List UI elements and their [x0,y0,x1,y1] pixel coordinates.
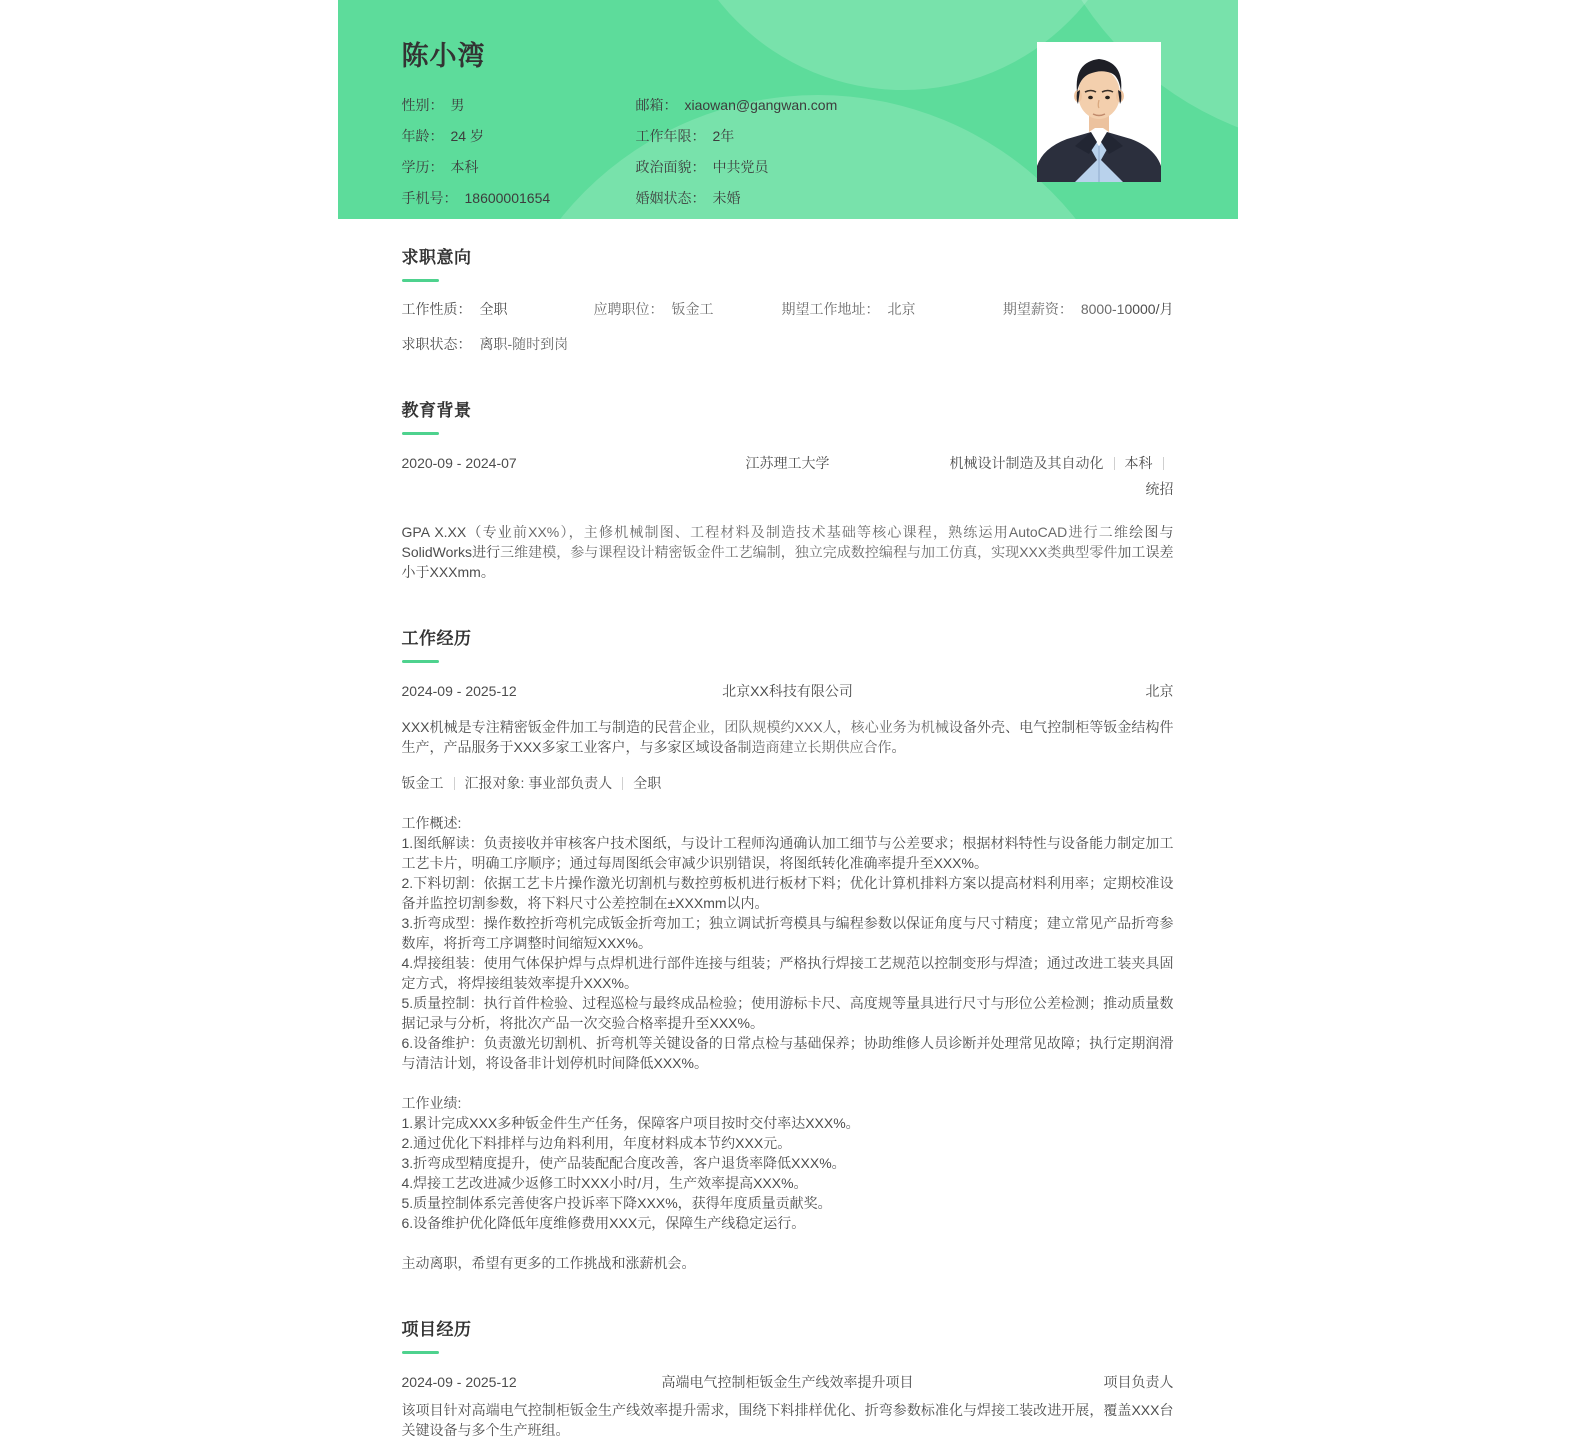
info-marital-status: 婚姻状态： 未婚 [636,188,976,208]
work-position: 钣金工 [402,773,444,793]
work-overview-item: 4.焊接组装：使用气体保护焊与点焊机进行部件连接与组装；严格执行焊接工艺规范以控制变形与焊渣；通过改进工装夹具固定方式，将焊接组装效率提升XXX%。 [402,953,1174,993]
work-overview-item: 1.图纸解读：负责接收并审核客户技术图纸，与设计工程师沟通确认加工细节与公差要求；根据材料特性与设备能力制定加工工艺卡片，明确工序顺序；通过每周图纸会审减少识别错误，将图纸转化准确率提升至XXX%。 [402,833,1174,873]
project-head-row [402,1372,1174,1392]
work-company: 北京XX科技有限公司 [722,681,853,701]
section-title-project: 项目经历 [402,1315,1174,1340]
info-gender: 性别： 男 [402,95,636,115]
intent-salary: 期望薪资： 8000-10000/月 [1003,299,1174,319]
education-admission: 统招 [950,479,1174,499]
info-email: 邮箱： xiaowan@gangwan.com [636,95,976,115]
work-period: 2024-09 - 2025-12 [402,681,517,701]
work-meta-row [402,773,1174,793]
work-leave-note: 主动离职，希望有更多的工作挑战和涨薪机会。 [402,1253,1174,1273]
project-role: 项目负责人 [1104,1372,1174,1392]
work-achievement-item: 2.通过优化下料排样与边角料利用，年度材料成本节约XXX元。 [402,1133,1174,1153]
work-achievement-item: 3.折弯成型精度提升，使产品装配配合度改善，客户退货率降低XXX%。 [402,1153,1174,1173]
work-overview-item: 6.设备维护：负责激光切割机、折弯机等关键设备的日常点检与基础保养；协助维修人员诊断并处理常见故障；执行定期润滑与清洁计划，将设备非计划停机时间降低XXX%。 [402,1033,1174,1073]
project-name: 高端电气控制柜钣金生产线效率提升项目 [662,1372,914,1392]
work-report-to: 汇报对象: 事业部负责人 [465,773,613,793]
section-title-work: 工作经历 [402,624,1174,649]
work-achievement-item: 5.质量控制体系完善使客户投诉率下降XXX%，获得年度质量贡献奖。 [402,1193,1174,1213]
intent-location: 期望工作地址： 北京 [782,299,998,319]
project-description-partial: 该项目针对高端电气控制柜钣金生产线效率提升需求，围绕下料排样优化、折弯参数标准化与焊接工装改进开展，覆盖XXX台关键设备与多个生产班组。 [402,1400,1174,1440]
work-achievements [402,1093,1174,1233]
divider [1163,457,1164,470]
intent-position: 应聘职位： 钣金工 [594,299,782,319]
intent-status: 求职状态： 离职-随时到岗 [402,334,569,354]
info-work-years: 工作年限： 2年 [636,126,976,146]
education-degree: 本科 [1125,453,1153,473]
education-degree-block [950,453,1174,499]
work-location: 北京 [1146,681,1174,701]
work-achievement-item: 6.设备维护优化降低年度维修费用XXX元，保障生产线稳定运行。 [402,1213,1174,1233]
info-phone: 手机号： 18600001654 [402,188,636,208]
education-major: 机械设计制造及其自动化 [950,453,1104,473]
education-description: GPA X.XX（专业前XX%），主修机械制图、工程材料及制造技术基础等核心课程，熟练运用AutoCAD进行二维绘图与SolidWorks进行三维建模，参与课程设计精密钣金件工艺编制，独立完成数控编程与加工仿真，实现XXX类典型零件加工误差小于XXXmm。 [402,522,1174,582]
project-period: 2024-09 - 2025-12 [402,1372,517,1392]
work-overview-item: 3.折弯成型：操作数控折弯机完成钣金折弯加工；独立调试折弯模具与编程参数以保证角度与尺寸精度；建立常见产品折弯参数库，将折弯工序调整时间缩短XXX%。 [402,913,1174,953]
divider [1114,457,1115,470]
work-overview-item: 2.下料切割：依据工艺卡片操作激光切割机与数控剪板机进行板材下料；优化计算机排料方案以提高材料利用率；定期校准设备并监控切割参数，将下料尺寸公差控制在±XXXmm以内。 [402,873,1174,913]
section-underline [402,432,439,435]
profile-photo [1037,42,1161,182]
info-education: 学历： 本科 [402,157,636,177]
education-head-row [402,453,1174,499]
candidate-name: 陈小湾 [402,34,1174,73]
education-period: 2020-09 - 2024-07 [402,453,517,499]
work-overview-label: 工作概述: [402,813,1174,833]
education-school: 江苏理工大学 [746,453,830,473]
section-underline [402,279,439,282]
divider [622,777,623,790]
section-underline [402,1351,439,1354]
info-political-status: 政治面貌： 中共党员 [636,157,976,177]
work-job-type: 全职 [633,773,661,793]
section-project-experience [402,1315,1174,1440]
profile-photo-illustration [1037,42,1161,182]
resume-header [338,0,1238,219]
divider [454,777,455,790]
info-age: 年龄： 24 岁 [402,126,636,146]
work-head-row [402,681,1174,701]
resume-page [338,0,1238,1275]
work-achievement-item: 1.累计完成XXX多种钣金件生产任务，保障客户项目按时交付率达XXX%。 [402,1113,1174,1133]
work-achievements-label: 工作业绩: [402,1093,1174,1113]
work-company-description: XXX机械是专注精密钣金件加工与制造的民营企业，团队规模约XXX人，核心业务为机械设备外壳、电气控制柜等钣金结构件生产，产品服务于XXX多家工业客户，与多家区域设备制造商建立长期供应合作。 [402,717,1174,757]
work-overview-item: 5.质量控制：执行首件检验、过程巡检与最终成品检验；使用游标卡尺、高度规等量具进行尺寸与形位公差检测；推动质量数据记录与分析，将批次产品一次交验合格率提升至XXX%。 [402,993,1174,1033]
section-underline [402,660,439,663]
section-title-job-intent: 求职意向 [402,243,1174,268]
section-title-education: 教育背景 [402,396,1174,421]
work-achievement-item: 4.焊接工艺改进减少返修工时XXX小时/月，生产效率提高XXX%。 [402,1173,1174,1193]
intent-job-type: 工作性质： 全职 [402,299,594,319]
work-overview [402,813,1174,1073]
